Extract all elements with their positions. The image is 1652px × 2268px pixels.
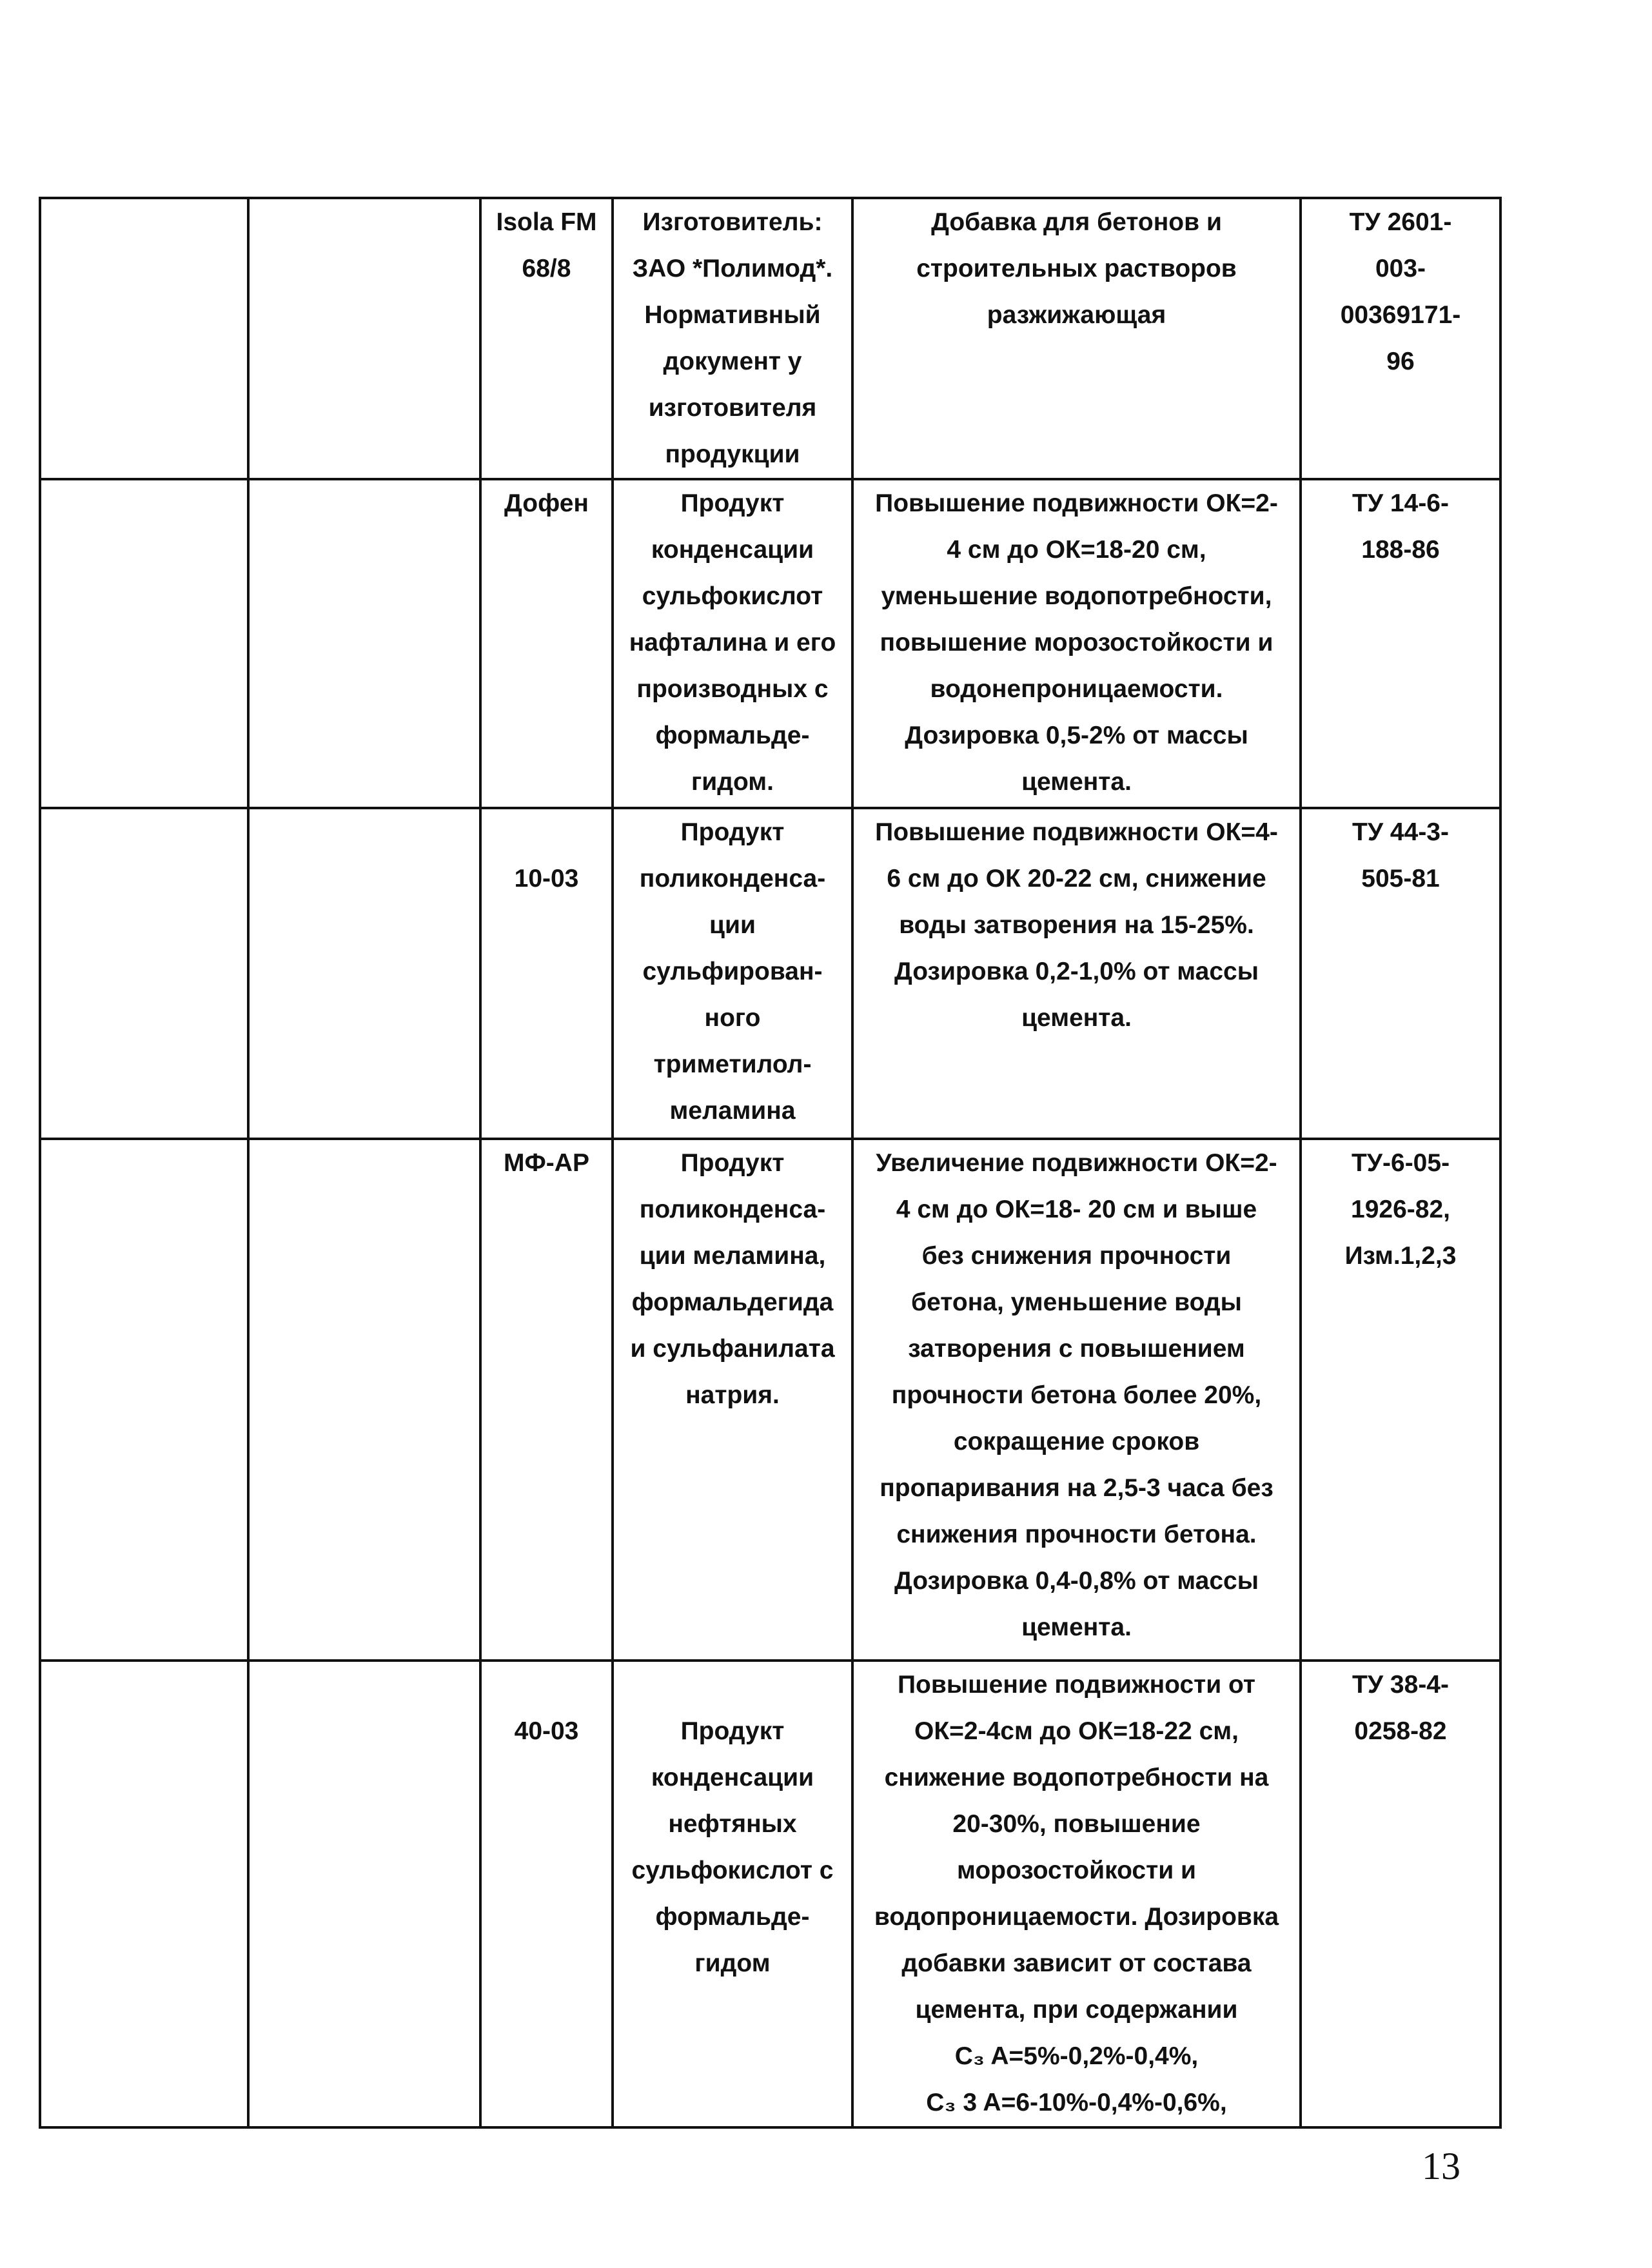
empty-cell — [40, 198, 248, 479]
additive-effect: Повышение подвижности ОК=4- 6 см до ОК 20-22 см, снижение воды затворения на 15-25%. Дозировка 0,2-1,0% от массы цемента. — [852, 808, 1301, 1139]
additive-composition: Продукт конденсации сульфокислот нафталина и его производных с формальде- гидом. — [613, 479, 852, 808]
empty-cell — [248, 1139, 480, 1661]
additive-name: Дофен — [480, 479, 613, 808]
additive-effect: Повышение подвижности ОК=2- 4 см до ОК=18-20 см, уменьшение водопотребности, повышение морозостойкости и водонепроницаемости. Дозировка 0,5-2% от массы цемента. — [852, 479, 1301, 808]
additive-standard: ТУ 44-3- 505-81 — [1301, 808, 1500, 1139]
additive-name: 40-03 — [480, 1661, 613, 2127]
additive-standard: ТУ 38-4- 0258-82 — [1301, 1661, 1500, 2127]
additive-name: МФ-АР — [480, 1139, 613, 1661]
table-row — [40, 479, 1500, 808]
empty-cell — [40, 808, 248, 1139]
additive-composition: Продукт поликонденса- ции меламина, формальдегида и сульфанилата натрия. — [613, 1139, 852, 1661]
additive-effect: Повышение подвижности от ОК=2-4см до ОК=18-22 см, снижение водопотребности на 20-30%, повышение морозостойкости и водопроницаемости. Дозировка добавки зависит от состава цемента, при содержании C₃ A=5%-0,2%-0,4%, C₃ 3 A=6-10%-0,4%-0,6%, — [852, 1661, 1301, 2127]
table-row — [40, 198, 1500, 479]
empty-cell — [248, 1661, 480, 2127]
table-row — [40, 1139, 1500, 1661]
additive-composition: Изготовитель: ЗАО *Полимод*. Нормативный документ у изготовителя продукции — [613, 198, 852, 479]
empty-cell — [40, 1139, 248, 1661]
empty-cell — [248, 479, 480, 808]
additives-table — [39, 197, 1502, 2129]
additive-composition: Продукт поликонденса- ции сульфирован- ного триметилол- меламина — [613, 808, 852, 1139]
page-number: 13 — [1422, 2145, 1460, 2187]
additive-composition: Продукт конденсации нефтяных сульфокислот с формальде- гидом — [613, 1661, 852, 2127]
additive-effect: Увеличение подвижности ОК=2- 4 см до ОК=18- 20 см и выше без снижения прочности бетона, уменьшение воды затворения с повышением прочности бетона более 20%, сокращение сроков пропаривания на 2,5-3 часа без снижения прочности бетона. Дозировка 0,4-0,8% от массы цемента. — [852, 1139, 1301, 1661]
additive-standard: ТУ 14-6- 188-86 — [1301, 479, 1500, 808]
empty-cell — [248, 808, 480, 1139]
additive-effect: Добавка для бетонов и строительных растворов разжижающая — [852, 198, 1301, 479]
table-row — [40, 1661, 1500, 2127]
empty-cell — [248, 198, 480, 479]
additive-name: 10-03 — [480, 808, 613, 1139]
empty-cell — [40, 1661, 248, 2127]
empty-cell — [40, 479, 248, 808]
additive-name: Isola FM 68/8 — [480, 198, 613, 479]
table-row — [40, 808, 1500, 1139]
additive-standard: ТУ 2601- 003- 00369171- 96 — [1301, 198, 1500, 479]
additive-standard: ТУ-6-05- 1926-82, Изм.1,2,3 — [1301, 1139, 1500, 1661]
